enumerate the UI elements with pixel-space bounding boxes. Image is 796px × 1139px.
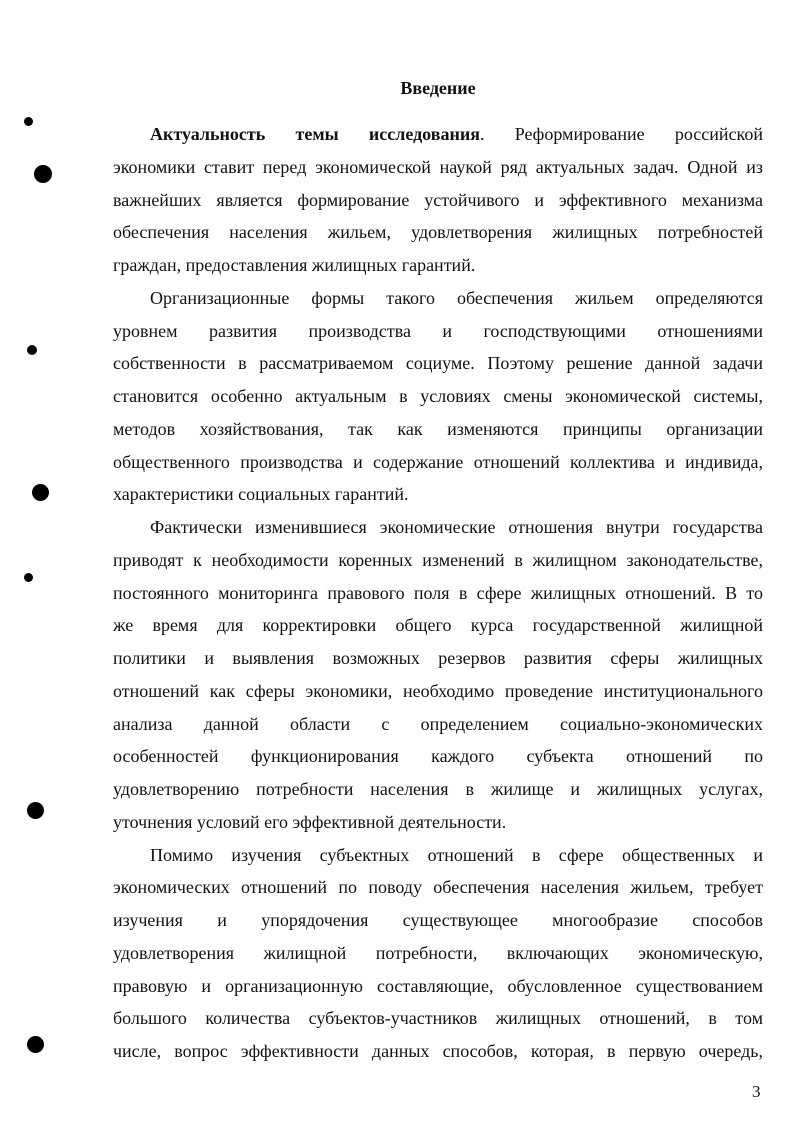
scan-hole-mark [34, 165, 52, 183]
scan-hole-mark [32, 484, 49, 501]
text-line: удовлетворения жилищной потребности, включающих экономическую, [113, 942, 763, 963]
text-line: важнейших является формирование устойчивого и эффективного механизма [113, 189, 763, 210]
text-line: анализа данной области с определением социально-экономических [113, 713, 763, 734]
text-line: политики и выявления возможных резервов развития сферы жилищных [113, 648, 763, 668]
text-line: постоянного мониторинга правового поля в сфере жилищных отношений. В то [113, 582, 763, 603]
text-line: граждан, предоставления жилищных гарантий. [113, 255, 476, 275]
text-line: методов хозяйствования, так как изменяются принципы организации [113, 418, 763, 439]
text-line: характеристики социальных гарантий. [113, 484, 409, 505]
text-line: особенностей функционирования каждого субъекта отношений по [113, 746, 763, 767]
text-line: удовлетворению потребности населения в жилище и жилищных услугах, [113, 779, 763, 799]
text-line: экономики ставит перед экономической наукой ряд актуальных задач. Одной из [113, 156, 763, 177]
text-line [113, 118, 763, 151]
scan-hole-mark [27, 345, 37, 355]
text-line: правовую и организационную составляющие, обусловленное существованием [113, 975, 763, 996]
scan-hole-mark [24, 573, 33, 582]
text-line: обеспечения населения жильем, удовлетворения жилищных потребностей [113, 222, 763, 243]
text-line: Организационные формы такого обеспечения жильем определяются [150, 287, 763, 308]
text-line: числе, вопрос эффективности данных способов, которая, в первую очередь, [113, 1041, 763, 1061]
text-line: уточнения условий его эффективной деятельности. [113, 811, 507, 832]
text-line: отношений как сферы экономики, необходимо проведение институционального [113, 680, 763, 701]
lead-rest: . Реформирование российской [479, 124, 763, 144]
text-line: общественного производства и содержание отношений коллектива и индивида, [113, 451, 763, 472]
section-title: Введение [400, 78, 476, 98]
text-line: становится особенно актуальным в условиях смены экономической системы, [113, 386, 763, 406]
text-line: Фактически изменившиеся экономические отношения внутри государства [150, 517, 763, 537]
scan-hole-mark [27, 1036, 44, 1053]
text-line: уровнем развития производства и господствующими отношениями [113, 320, 763, 341]
text-line: Помимо изучения субъектных отношений в сфере общественных и [150, 844, 763, 865]
text-line: приводят к необходимости коренных изменений в жилищном законодательстве, [113, 549, 763, 570]
text-line: же время для корректировки общего курса государственной жилищной [113, 615, 763, 636]
text-line: экономических отношений по поводу обеспечения населения жильем, требует [113, 877, 763, 898]
scan-hole-mark [24, 117, 33, 126]
bold-lead: Актуальность темы исследования [150, 124, 480, 144]
text-line: собственности в рассматриваемом социуме. Поэтому решение данной задачи [113, 353, 763, 374]
scan-hole-mark [27, 802, 44, 819]
text-line: изучения и упорядочения существующее многообразие способов [113, 910, 763, 930]
page-number: 3 [752, 1082, 761, 1101]
body-text [113, 118, 763, 1068]
text-line: большого количества субъектов-участников жилищных отношений, в том [113, 1008, 763, 1029]
